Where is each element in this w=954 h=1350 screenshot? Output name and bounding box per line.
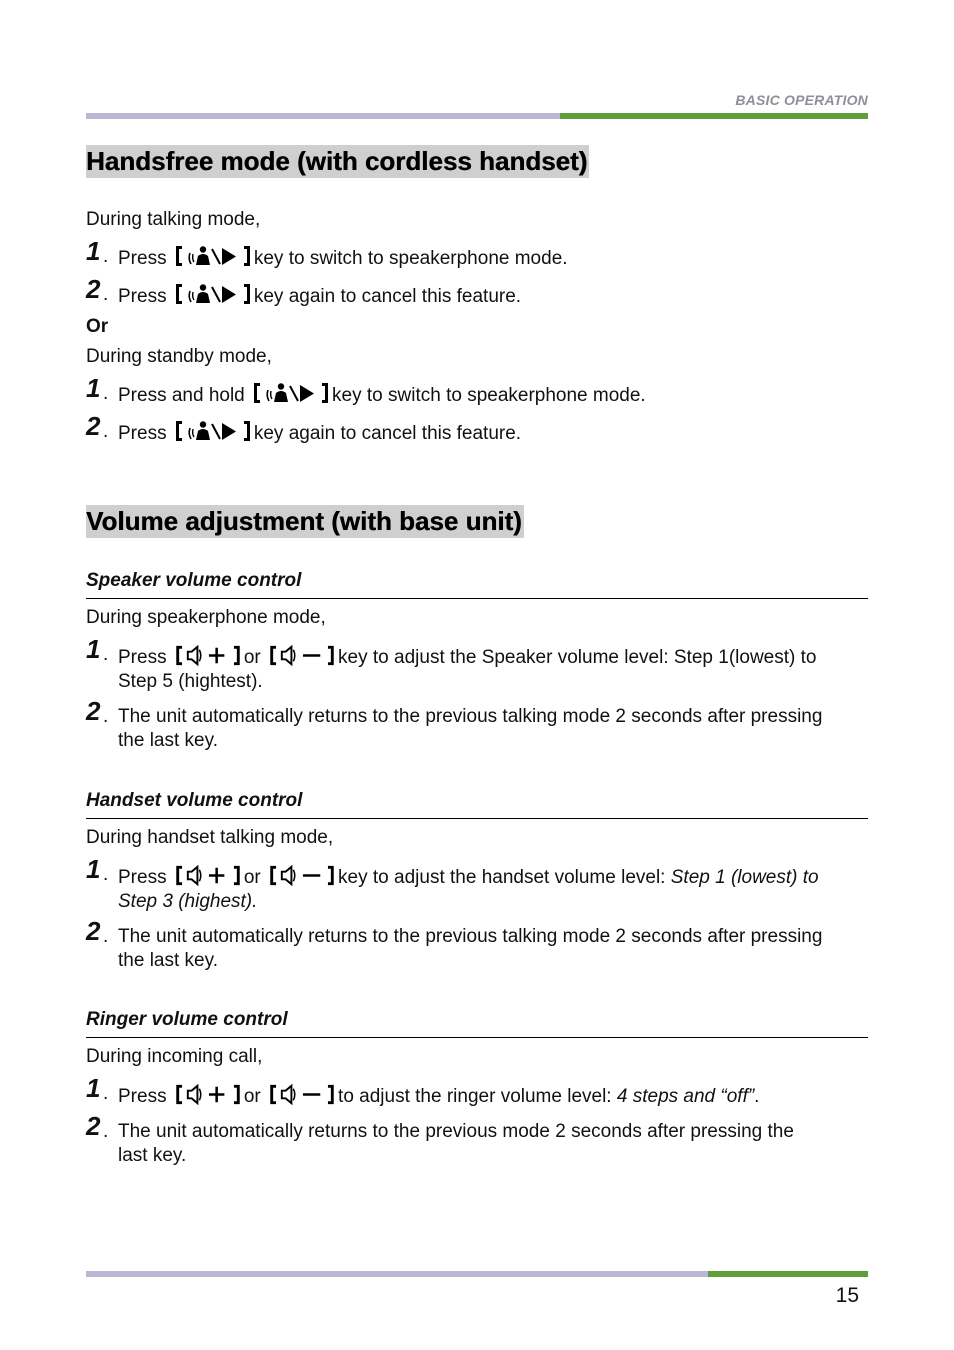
handsfree-intro-talking: During talking mode, xyxy=(86,209,261,230)
step-text: key again to cancel this feature. xyxy=(253,286,522,307)
step-text: Press xyxy=(118,248,167,269)
volume-up-key-icon xyxy=(174,863,242,888)
step-text: or xyxy=(243,647,261,668)
handset-intro: During handset talking mode, xyxy=(86,827,334,848)
handsfree-step-1: 1 . Press key to switch to speakerphone mode. xyxy=(86,236,568,269)
step-number: 1 xyxy=(86,634,101,664)
step-text: key to switch to speakerphone mode. xyxy=(253,248,568,269)
step-text: The unit automatically returns to the previous talking mode 2 seconds after pressing xyxy=(118,926,823,947)
handset-volume-heading: Handset volume control xyxy=(86,790,303,811)
handsfree-title: Handsfree mode (with cordless handset) xyxy=(86,146,588,176)
step-text: to adjust the ringer volume level: xyxy=(338,1086,612,1107)
handsfree-step-2: 2 . Press key again to cancel this feature. xyxy=(86,274,522,307)
speakerphone-key-icon xyxy=(174,420,252,442)
step-text: Press xyxy=(118,1086,167,1107)
step-number: 1 xyxy=(86,1073,101,1103)
speaker-volume-heading: Speaker volume control xyxy=(86,570,302,591)
step-text: The unit automatically returns to the previous talking mode 2 seconds after pressing xyxy=(118,706,823,727)
handsfree-step-3: 1 . Press and hold key to switch to speakerphone mode. xyxy=(86,373,646,406)
step-text-italic: 4 steps and “off” xyxy=(616,1086,755,1107)
speaker-step-1: 1 . Press or key to adjust the Speaker volume level: Step 1(lowest) to Step 5 (hightest). xyxy=(86,634,817,692)
step-text: key to adjust the Speaker volume level: Step 1(lowest) to xyxy=(338,647,817,668)
step-text-italic: Step 1 (lowest) to xyxy=(670,867,819,888)
step-text: last key. xyxy=(118,1145,187,1166)
volume-up-key-icon xyxy=(174,643,242,668)
or-label: Or xyxy=(86,316,109,337)
volume-down-key-icon xyxy=(268,643,336,668)
step-text: Press xyxy=(118,286,167,307)
handsfree-step-4: 2 . Press key again to cancel this feature. xyxy=(86,411,522,444)
handsfree-intro-standby: During standby mode, xyxy=(86,346,272,367)
speaker-heading-rule xyxy=(86,598,868,599)
step-text: key to switch to speakerphone mode. xyxy=(332,385,646,406)
ringer-step-2: 2 . The unit automatically returns to the previous mode 2 seconds after pressing the last key. xyxy=(86,1111,794,1166)
step-text: The unit automatically returns to the previous mode 2 seconds after pressing the xyxy=(118,1121,794,1142)
step-text: key to adjust the handset volume level: xyxy=(338,867,666,888)
step-number: 2 xyxy=(86,696,101,726)
step-text: Press xyxy=(118,647,167,668)
step-number: 1 xyxy=(86,373,101,403)
speaker-intro: During speakerphone mode, xyxy=(86,607,326,628)
step-text: Press xyxy=(118,423,167,444)
ringer-heading-rule xyxy=(86,1037,868,1038)
step-number: 2 xyxy=(86,1111,101,1141)
handset-heading-rule xyxy=(86,818,868,819)
step-number: 1 xyxy=(86,854,101,884)
step-text: Press xyxy=(118,867,167,888)
volume-up-key-icon xyxy=(174,1082,242,1107)
header-rule-lavender xyxy=(86,113,560,119)
volume-title: Volume adjustment (with base unit) xyxy=(86,506,522,536)
step-text: or xyxy=(243,1086,261,1107)
step-number: 1 xyxy=(86,236,101,266)
speakerphone-key-icon xyxy=(174,283,252,305)
step-text: or xyxy=(243,867,261,888)
step-text: key again to cancel this feature. xyxy=(253,423,522,444)
handset-step-2: 2 . The unit automatically returns to the previous talking mode 2 seconds after pressing the last key. xyxy=(86,916,823,971)
volume-down-key-icon xyxy=(268,1082,336,1107)
step-text: Step 5 (hightest). xyxy=(118,671,263,692)
step-text: the last key. xyxy=(118,950,218,971)
speaker-step-2: 2 . The unit automatically returns to the previous talking mode 2 seconds after pressing the last key. xyxy=(86,696,823,751)
step-text: the last key. xyxy=(118,730,218,751)
handset-step-1: 1 . Press or key to adjust the handset volume level: Step 1 (lowest) to Step 3 (highest). xyxy=(86,854,819,912)
step-number: 2 xyxy=(86,916,101,946)
header-rule-green xyxy=(560,113,868,119)
ringer-step-1: 1 . Press or to adjust the ringer volume level: 4 steps and “off”. xyxy=(86,1073,760,1107)
section-label: BASIC OPERATION xyxy=(735,92,868,108)
footer-rule-lavender xyxy=(86,1271,708,1277)
ringer-intro: During incoming call, xyxy=(86,1046,263,1067)
footer-rule-green xyxy=(708,1271,868,1277)
step-text: . xyxy=(754,1086,760,1107)
step-text-italic: Step 3 (highest). xyxy=(118,891,258,912)
ringer-volume-heading: Ringer volume control xyxy=(86,1009,288,1030)
page-number: 15 xyxy=(835,1284,859,1307)
speakerphone-key-icon xyxy=(252,382,330,404)
speakerphone-key-icon xyxy=(174,245,252,267)
step-number: 2 xyxy=(86,274,101,304)
volume-down-key-icon xyxy=(268,863,336,888)
step-text: Press and hold xyxy=(118,385,245,406)
step-number: 2 xyxy=(86,411,101,441)
